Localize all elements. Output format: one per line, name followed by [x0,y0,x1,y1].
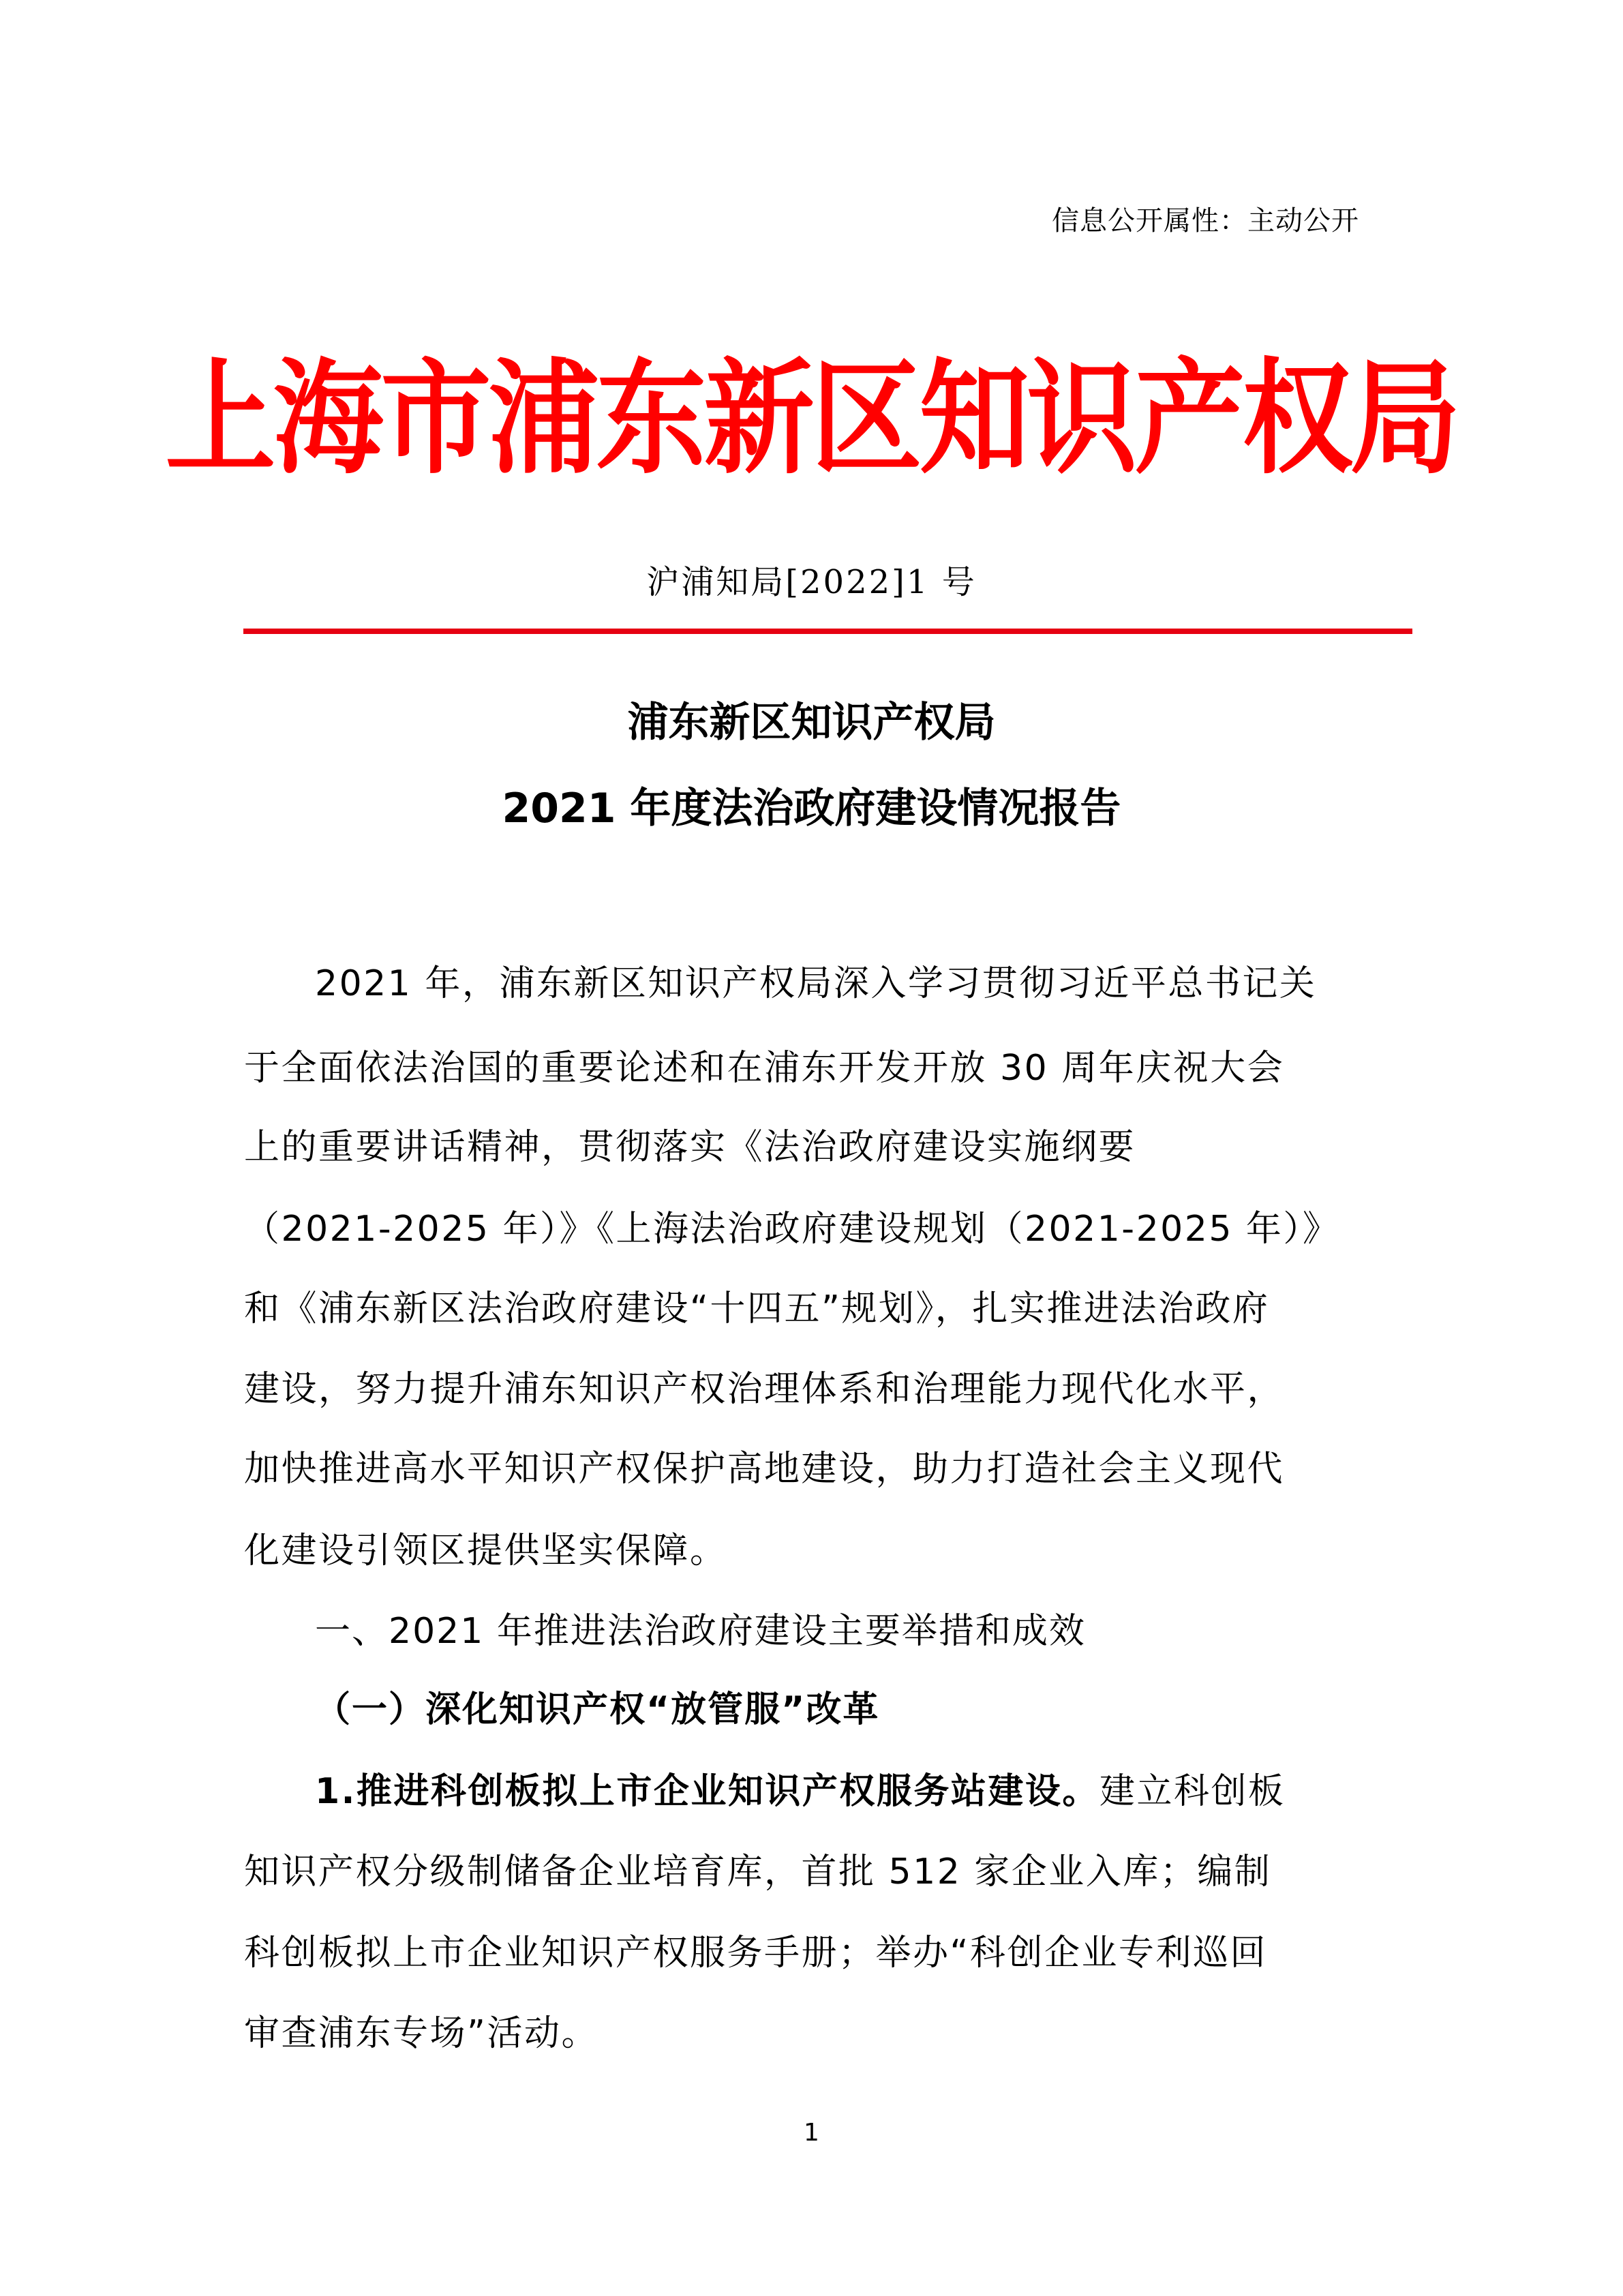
red-divider-line [243,629,1412,634]
disclosure-attribute: 信息公开属性：主动公开 [1052,205,1359,237]
intro-line: 和《浦东新区法治政府建设“十四五”规划》，扎实推进法治政府 [244,1288,1270,1329]
intro-line: 建设，努力提升浦东知识产权治理体系和治理能力现代化水平， [244,1369,1285,1410]
document-number: 沪浦知局[2022]1 号 [646,563,977,601]
item-1-first-line [315,1762,1285,1813]
intro-line: 化建设引领区提供坚实保障。 [244,1530,727,1571]
intro-line: 加快推进高水平知识产权保护高地建设，助力打造社会主义现代 [244,1449,1285,1490]
report-title-line-1: 浦东新区知识产权局 [627,699,996,746]
item-1-line: 知识产权分级制储备企业培育库，首批 512 家企业入库；编制 [244,1852,1272,1892]
page-number: 1 [804,2119,819,2147]
report-title-line-2: 2021 年度法治政府建设情况报告 [502,785,1121,832]
intro-line: 上的重要讲话精神，贯彻落实《法治政府建设实施纲要 [244,1127,1136,1168]
intro-line: 于全面依法治国的重要论述和在浦东开发开放 30 周年庆祝大会 [244,1048,1285,1089]
intro-line: （2021-2025 年）》《上海法治政府建设规划（2021-2025 年）》 [244,1209,1340,1250]
item-1-text: 建立科创板 [1099,1771,1286,1812]
item-1-lead: 1.推进科创板拟上市企业知识产权服务站建设。 [315,1771,1099,1812]
subsection-heading: （一）深化知识产权“放管服”改革 [315,1689,880,1730]
item-1-line: 审查浦东专场”活动。 [244,2013,598,2054]
item-1-line: 科创板拟上市企业知识产权服务手册；举办“科创企业专利巡回 [244,1933,1267,1974]
agency-title: 上海市浦东新区知识产权局 [165,346,1458,492]
intro-line: 2021 年，浦东新区知识产权局深入学习贯彻习近平总书记关 [315,963,1317,1004]
section-heading: 一、2021 年推进法治政府建设主要举措和成效 [315,1611,1086,1652]
